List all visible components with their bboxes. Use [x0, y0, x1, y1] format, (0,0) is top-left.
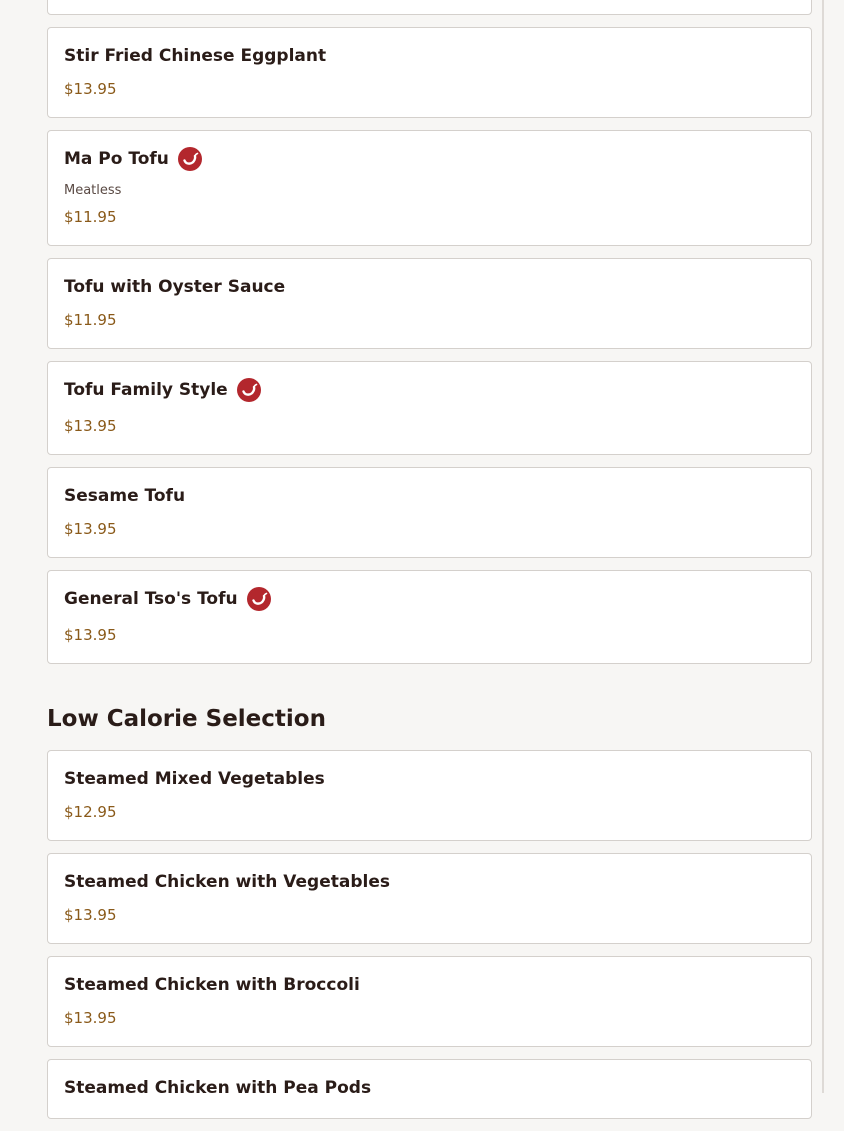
item-price: $13.95	[64, 80, 117, 98]
menu-item-card[interactable]	[47, 0, 812, 15]
menu-item-card[interactable]	[47, 956, 812, 1047]
item-name: Sesame Tofu	[64, 486, 186, 506]
menu-item-card[interactable]	[47, 750, 812, 841]
item-name: General Tso's Tofu	[64, 589, 238, 609]
item-name: Steamed Chicken with Pea Pods	[64, 1078, 372, 1098]
menu-item-card[interactable]	[47, 361, 812, 455]
item-price: $11.95	[64, 208, 117, 226]
menu-page	[47, 0, 812, 1131]
chili-pepper-icon	[178, 147, 202, 171]
menu-item-card[interactable]	[47, 570, 812, 664]
chili-pepper-icon	[247, 587, 271, 611]
item-name: Ma Po Tofu	[64, 149, 169, 169]
item-name: Steamed Mixed Vegetables	[64, 769, 325, 789]
item-price: $13.95	[64, 1009, 117, 1027]
menu-item-card[interactable]	[47, 27, 812, 118]
item-name: Stir Fried Chinese Eggplant	[64, 46, 327, 66]
item-name: Steamed Chicken with Vegetables	[64, 872, 390, 892]
item-price: $13.95	[64, 906, 117, 924]
content-divider	[822, 0, 824, 1093]
menu-item-card[interactable]	[47, 130, 812, 246]
item-price: $11.95	[64, 311, 117, 329]
item-price: $13.95	[64, 520, 117, 538]
menu-item-card[interactable]	[47, 853, 812, 944]
section-title: Low Calorie Selection	[47, 706, 326, 732]
item-price: $12.95	[64, 803, 117, 821]
menu-item-card[interactable]	[47, 467, 812, 558]
menu-item-card[interactable]	[47, 258, 812, 349]
item-name: Tofu with Oyster Sauce	[64, 277, 286, 297]
item-price: $13.95	[64, 417, 117, 435]
item-name: Tofu Family Style	[64, 380, 228, 400]
item-description: Meatless	[64, 183, 122, 198]
chili-pepper-icon	[237, 378, 261, 402]
item-name: Steamed Chicken with Broccoli	[64, 975, 360, 995]
menu-item-card[interactable]	[47, 1059, 812, 1119]
item-price: $13.95	[64, 626, 117, 644]
